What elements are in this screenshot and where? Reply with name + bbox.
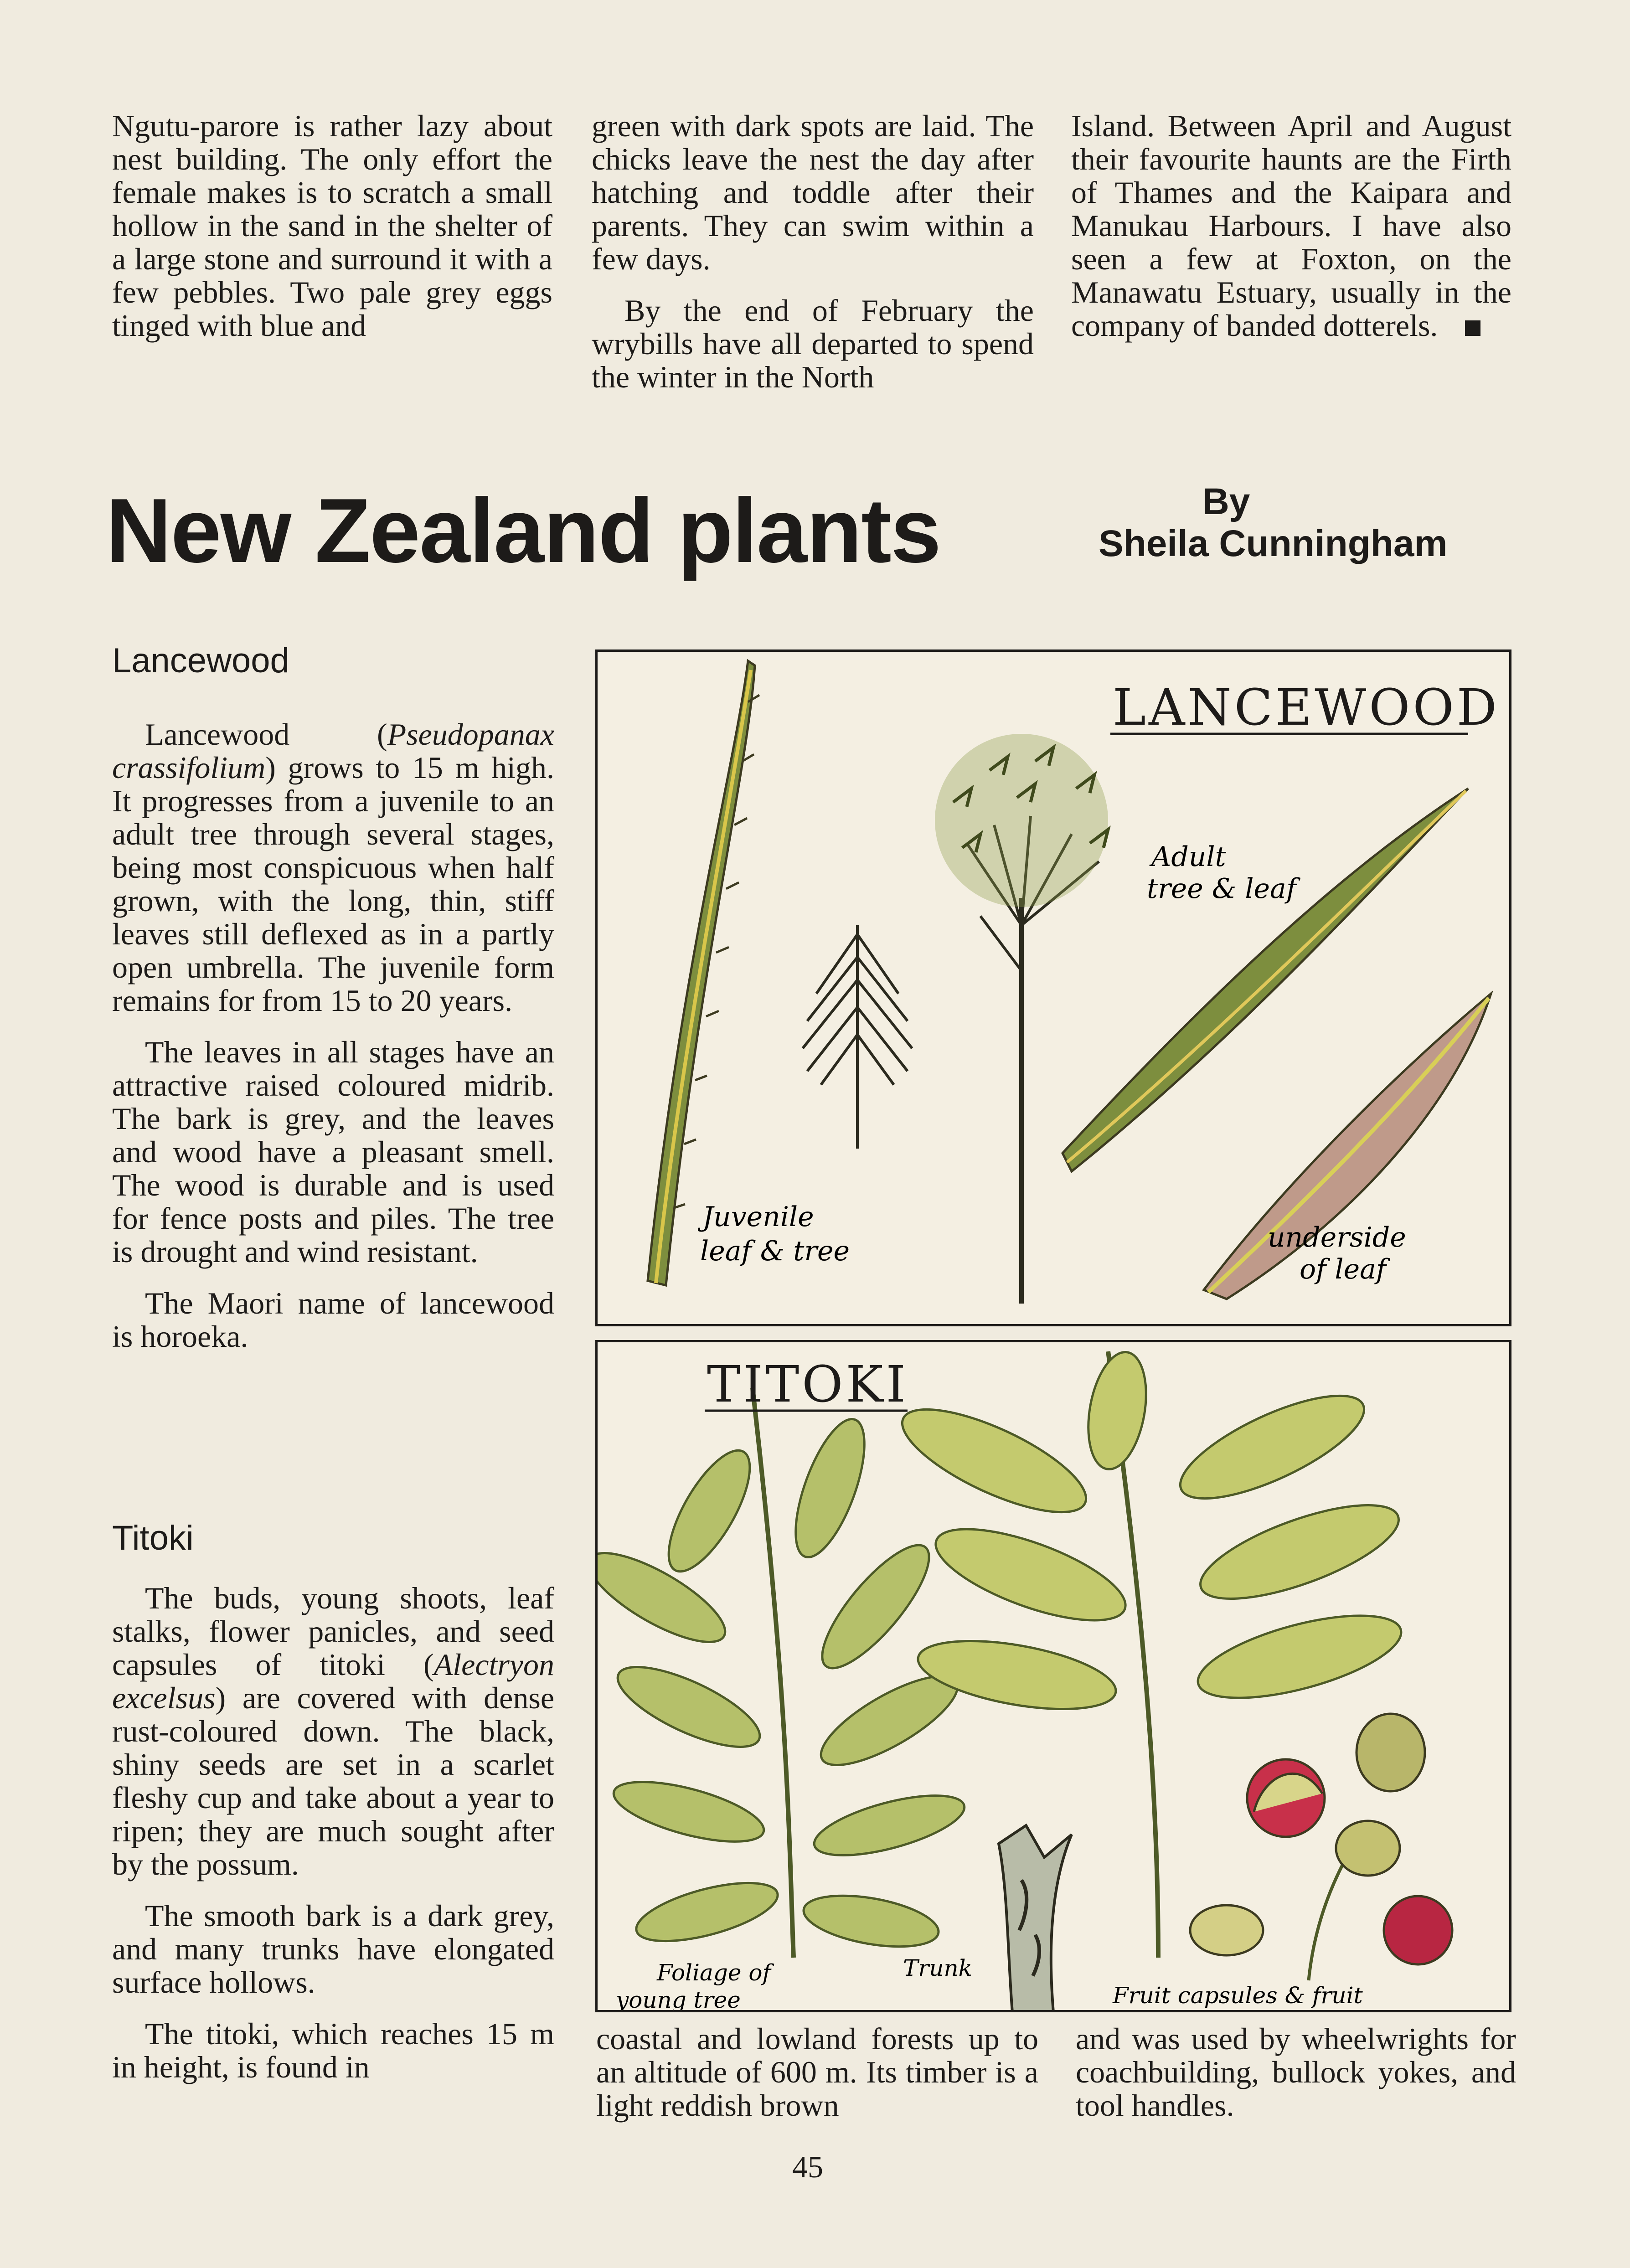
page-title: New Zealand plants bbox=[106, 480, 941, 582]
foliage-branch-2-drawing bbox=[890, 1348, 1409, 1958]
titoki-paragraph-3: The titoki, which reaches 15 m in height, is found in bbox=[112, 2016, 554, 2084]
lancewood-article bbox=[112, 718, 554, 1371]
adult-tree-drawing bbox=[935, 734, 1108, 1304]
titoki-paragraph-2: The smooth bark is a dark grey, and many trunks have elongated surface hollows. bbox=[112, 1898, 554, 2000]
top-column-1-text: Ngutu-parore is rather lazy about nest building. The only effort the female makes is to scratch a small hollow in the sand in the shelter of a large stone and surround it with a few pebbles. Two pale grey eggs tinged with blue and bbox=[112, 108, 552, 343]
trunk-drawing bbox=[999, 1825, 1072, 2012]
label-juvenile-2: leaf & tree bbox=[700, 1235, 850, 1267]
top-column-1 bbox=[112, 109, 552, 361]
lancewood-illustration bbox=[595, 649, 1511, 1326]
label-foliage-2: young tree bbox=[616, 1987, 741, 2013]
label-adult: Adult bbox=[1151, 841, 1226, 873]
label-underside-2: of leaf bbox=[1300, 1253, 1387, 1285]
titoki-article bbox=[112, 1582, 554, 2102]
juvenile-leaf-drawing bbox=[648, 661, 759, 1285]
byline bbox=[1099, 481, 1448, 565]
label-fruit: Fruit capsules & fruit bbox=[1113, 1982, 1363, 2009]
label-underside: underside bbox=[1268, 1222, 1406, 1253]
titoki-col-2-text: coastal and lowland forests up to an altitude of 600 m. Its timber is a light reddish brown bbox=[596, 2021, 1038, 2123]
lancewood-heading: Lancewood bbox=[112, 641, 289, 680]
lancewood-paragraph-1: Lancewood (Pseudopanax crassifolium) grows to 15 m high. It progresses from a juvenile to an adult tree through several stages, being most conspicuous when half grown, with the long, thin, stiff leaves still deflexed as in a partly open umbrella. The juvenile form remains for from 15 to 20 years. bbox=[112, 717, 554, 1018]
byline-author: Sheila Cunningham bbox=[1099, 523, 1448, 564]
label-trunk: Trunk bbox=[903, 1955, 972, 1981]
label-foliage: Foliage of bbox=[657, 1959, 771, 1986]
top-column-3 bbox=[1071, 109, 1511, 361]
top-column-2 bbox=[592, 109, 1034, 412]
juvenile-tree-drawing bbox=[803, 925, 912, 1149]
titoki-illustration-title: TITOKI bbox=[707, 1355, 909, 1413]
lancewood-drawing bbox=[598, 652, 1511, 1326]
titoki-illustration bbox=[595, 1340, 1511, 2012]
titoki-col-3-text: and was used by wheelwrights for coachbuilding, bullock yokes, and tool handles. bbox=[1076, 2021, 1516, 2123]
titoki-article-col-2 bbox=[596, 2022, 1038, 2140]
end-of-article-mark bbox=[1465, 320, 1480, 336]
label-juvenile: Juvenile bbox=[702, 1201, 814, 1233]
top-column-2-text: green with dark spots are laid. The chicks leave the nest the day after hatching and toddle after their parents. They can swim within a few days. bbox=[592, 108, 1034, 276]
titoki-article-col-3 bbox=[1076, 2022, 1516, 2140]
byline-by: By bbox=[1202, 481, 1250, 522]
fruit-drawing bbox=[1190, 1714, 1452, 1980]
foliage-branch-drawing bbox=[598, 1388, 970, 1958]
top-column-2-text-b: By the end of February the wrybills have all departed to spend the winter in the North bbox=[592, 293, 1034, 394]
titoki-paragraph-1: The buds, young shoots, leaf stalks, flower panicles, and seed capsules of titoki (Alectryon excelsus) are covered with dense rust-coloured down. The black, shiny seeds are set in a scarlet fleshy cup and take about a year to ripen; they are much sought after by the possum. bbox=[112, 1581, 554, 1881]
label-adult-2: tree & leaf bbox=[1147, 873, 1297, 905]
lancewood-paragraph-2: The leaves in all stages have an attractive raised coloured midrib. The bark is grey, and the leaves and wood have a pleasant smell. The wood is durable and is used for fence posts and piles. The tree is drought and wind resistant. bbox=[112, 1035, 554, 1269]
titoki-heading: Titoki bbox=[112, 1519, 194, 1557]
lancewood-illustration-title: LANCEWOOD bbox=[1113, 678, 1500, 737]
page-number: 45 bbox=[792, 2149, 823, 2184]
lancewood-paragraph-3: The Maori name of lancewood is horoeka. bbox=[112, 1286, 554, 1354]
top-column-3-text: Island. Between April and August their favourite haunts are the Firth of Thames and the Kaipara and Manukau Harbours. I have also seen a few at Foxton, on the Manawatu Estuary, usually in the company of banded dotterels. bbox=[1071, 108, 1511, 343]
titoki-drawing bbox=[598, 1342, 1511, 2012]
